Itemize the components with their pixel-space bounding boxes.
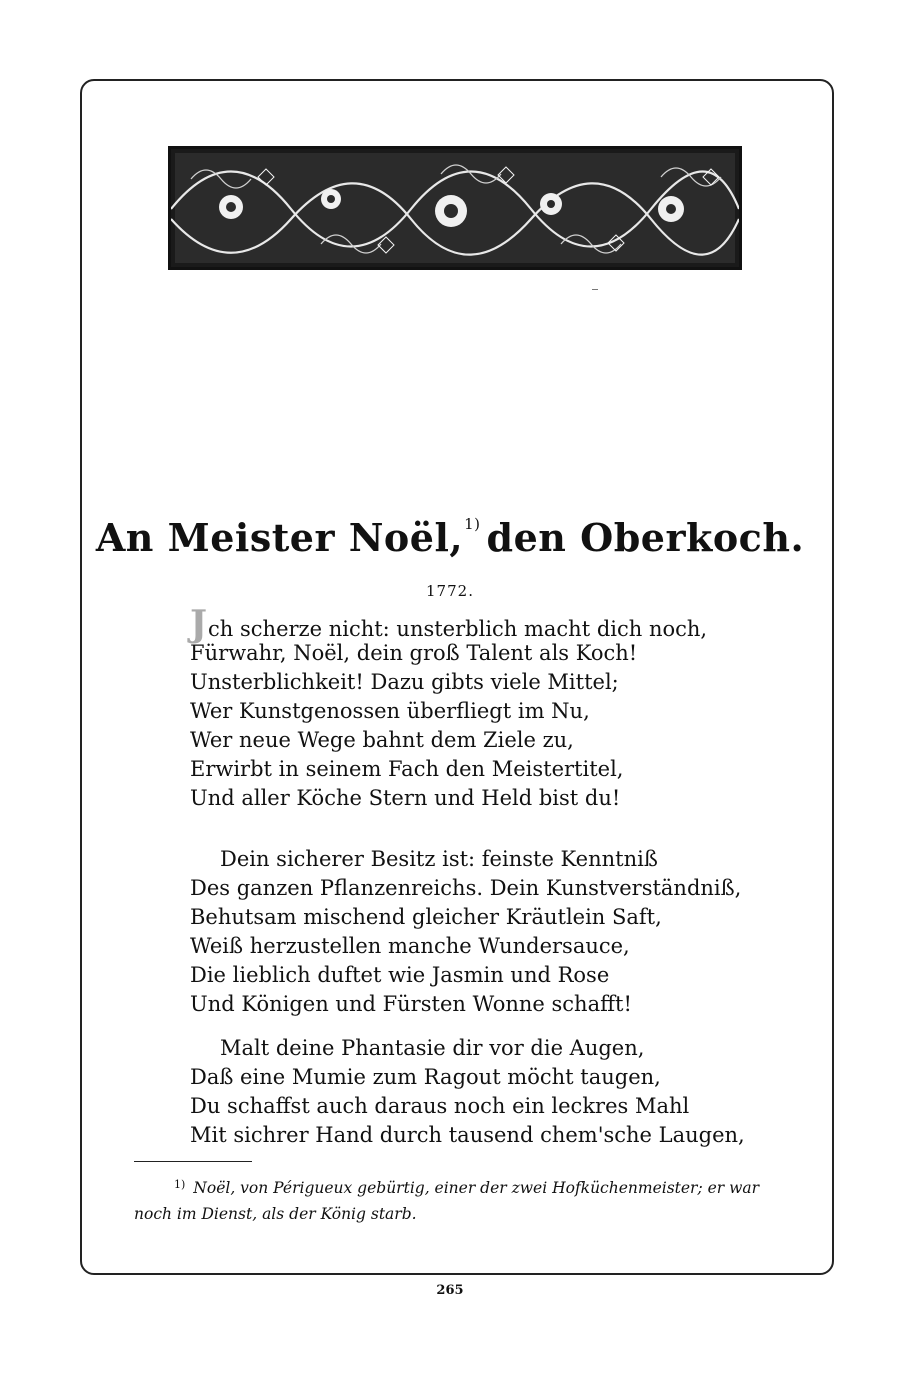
poem-line: Malt deine Phantasie dir vor die Augen, (220, 1036, 645, 1060)
title-main: An Meister Noël, (95, 515, 464, 560)
footnote (134, 1172, 774, 1227)
poem-line: Fürwahr, Noël, dein groß Talent als Koch! (190, 641, 638, 665)
poem-line: Behutsam mischend gleicher Kräutlein Saft, (190, 905, 662, 929)
title-footnote-mark: 1) (464, 515, 481, 533)
poem-line: Die lieblich duftet wie Jasmin und Rose (190, 963, 610, 987)
stanza-1 (190, 603, 790, 813)
poem-line: Erwirbt in seinem Fach den Meistertitel, (190, 757, 624, 781)
title-rest: den Oberkoch. (486, 515, 805, 560)
poem-line: Und Königen und Fürsten Wonne schafft! (190, 992, 632, 1016)
poem-line: Wer Kunstgenossen überfliegt im Nu, (190, 699, 590, 723)
page-number: 265 (436, 1283, 464, 1298)
poem-year: 1772. (426, 582, 474, 600)
poem-line: Und aller Köche Stern und Held bist du! (190, 786, 621, 810)
poem-line: Du schaffst auch daraus noch ein leckres Mahl (190, 1094, 690, 1118)
poem-line: Jch scherze nicht: unsterblich macht dich noch, (190, 603, 708, 645)
footnote-text: Noël, von Périgueux gebürtig, einer der zwei Hofküchenmeister; er war noch im Dienst, als der König starb. (134, 1179, 760, 1223)
ornamental-header-banner (168, 146, 742, 270)
footnote-divider (134, 1161, 252, 1162)
poem-line: Dein sicherer Besitz ist: feinste Kenntniß (220, 847, 658, 871)
stanza-2 (190, 845, 790, 1019)
poem-line: Unsterblichkeit! Dazu gibts viele Mittel; (190, 670, 619, 694)
poem-line: Daß eine Mumie zum Ragout möcht taugen, (190, 1065, 661, 1089)
poem-line: Mit sichrer Hand durch tausend chem'sche Laugen, (190, 1123, 745, 1147)
drop-cap: J (190, 603, 208, 645)
footnote-mark: 1) (174, 1178, 186, 1191)
poem-title (0, 515, 900, 560)
poem-line: Des ganzen Pflanzenreichs. Dein Kunstverständniß, (190, 876, 742, 900)
ornament-vine-pattern (171, 149, 739, 267)
poem-line: Weiß herzustellen manche Wundersauce, (190, 934, 630, 958)
poem-line: Wer neue Wege bahnt dem Ziele zu, (190, 728, 574, 752)
stanza-3 (190, 1034, 790, 1150)
stray-mark (592, 289, 598, 290)
